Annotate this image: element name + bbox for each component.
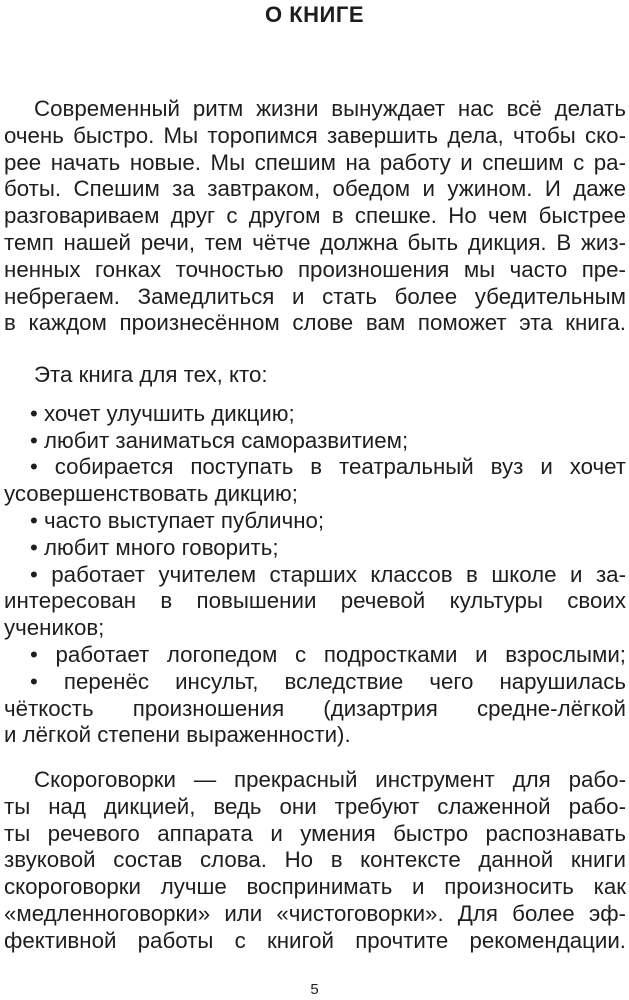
text-line: темп нашей речи, тем чётче должна быть дикция. В жиз-: [4, 229, 626, 255]
list-item-continuation: интересован в повышении речевой культуры своих: [4, 588, 626, 614]
text-line: небрегаем. Замедлиться и стать более убедительным: [4, 283, 626, 309]
list-item: • хочет улучшить дикцию;: [30, 400, 295, 426]
list-item: • собирается поступать в театральный вуз и хочет: [30, 454, 626, 480]
list-item: • часто выступает публично;: [30, 507, 325, 533]
audience-list: [4, 362, 626, 749]
text-line: ненных гонках точностью произношения мы часто пре-: [4, 256, 626, 282]
list-item: • любит заниматься саморазвитием;: [30, 427, 409, 453]
text-line: ты над дикцией, ведь они требуют слаженной рабо-: [4, 793, 626, 819]
tongue-twister-paragraph: [4, 767, 626, 955]
list-item: • любит много говорить;: [30, 534, 279, 560]
text-line: Скороговорки — прекрасный инструмент для рабо-: [34, 767, 626, 792]
list-item-continuation: учеников;: [4, 615, 105, 641]
text-line: боты. Спешим за завтраком, обедом и ужином. И даже: [4, 176, 626, 202]
text-line: фективной работы с книгой прочтите рекомендации.: [4, 927, 626, 953]
text-line: скороговорки лучше воспринимать и произносить как: [4, 874, 626, 900]
text-line: в каждом произнесённом слове вам поможет эта книга.: [4, 310, 626, 336]
text-line: «медленноговорки» или «чистоговорки». Для более эф-: [4, 900, 626, 926]
text-line: звуковой состав слова. Но в контексте данной книги: [4, 847, 626, 873]
list-intro: Эта книга для тех, кто:: [34, 362, 268, 387]
page-title: О КНИГЕ: [265, 2, 364, 27]
text-line: очень быстро. Мы торопимся завершить дела, чтобы ско-: [4, 122, 626, 148]
text-line: разговариваем друг с другом в спешке. Но чем быстрее: [4, 203, 626, 229]
text-line: рее начать новые. Мы спешим на работу и спешим с ра-: [4, 149, 626, 175]
page-number: 5: [310, 981, 319, 998]
list-item-continuation: чёткость произношения (дизартрия средне-лёгкой: [4, 695, 626, 721]
text-line: ты речевого аппарата и умения быстро распознавать: [4, 820, 626, 846]
list-item-continuation: и лёгкой степени выраженности).: [4, 722, 351, 748]
list-item: • работает логопедом с подростками и взрослыми;: [30, 641, 626, 667]
text-line: Современный ритм жизни вынуждает нас всё делать: [34, 96, 626, 121]
list-item: • работает учителем старших классов в школе и за-: [30, 561, 626, 587]
list-item: • перенёс инсульт, вследствие чего нарушилась: [30, 668, 626, 694]
list-item-continuation: усовершенствовать дикцию;: [4, 481, 298, 507]
intro-paragraph: [4, 96, 626, 337]
